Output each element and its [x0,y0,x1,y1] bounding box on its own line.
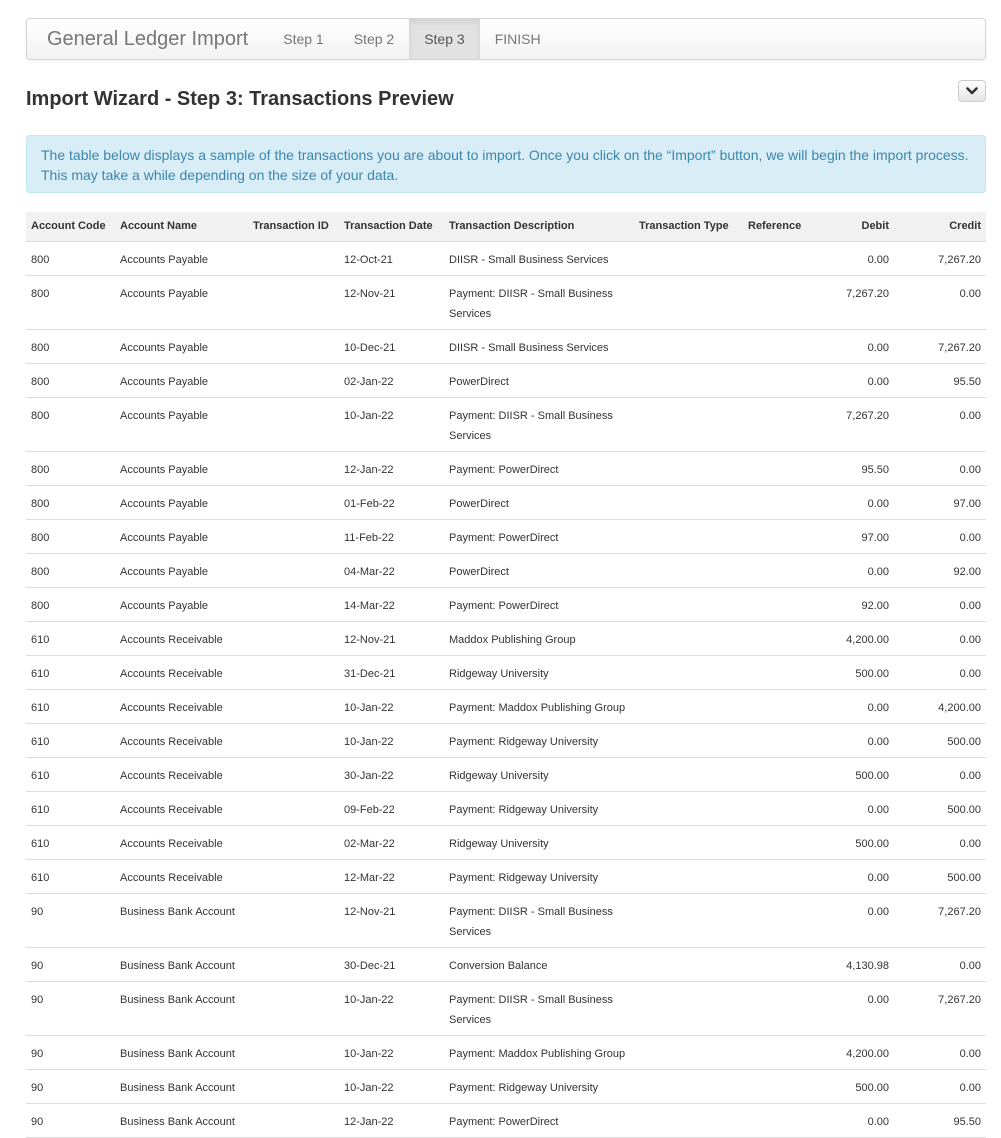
cell-transaction-description: Payment: DIISR - Small Business Services [444,893,634,947]
cell-account-name: Accounts Payable [115,519,248,553]
cell-debit: 0.00 [821,241,894,275]
table-row [26,859,986,893]
cell-account-name: Accounts Receivable [115,689,248,723]
cell-account-code: 90 [26,893,115,947]
table-row [26,241,986,275]
cell-transaction-description: Payment: PowerDirect [444,451,634,485]
cell-credit: 0.00 [894,397,986,451]
cell-account-name: Business Bank Account [115,1103,248,1137]
cell-debit: 500.00 [821,825,894,859]
cell-reference [743,981,821,1035]
cell-credit: 0.00 [894,757,986,791]
cell-debit: 0.00 [821,689,894,723]
col-transaction-type: Transaction Type [634,212,743,241]
cell-transaction-description: Ridgeway University [444,655,634,689]
cell-reference [743,587,821,621]
cell-reference [743,397,821,451]
cell-account-name: Business Bank Account [115,1069,248,1103]
cell-transaction-id [248,757,339,791]
cell-transaction-date: 12-Mar-22 [339,859,444,893]
cell-transaction-date: 10-Dec-21 [339,329,444,363]
cell-credit: 7,267.20 [894,241,986,275]
cell-account-code: 90 [26,1069,115,1103]
cell-reference [743,1035,821,1069]
cell-debit: 0.00 [821,893,894,947]
cell-transaction-description: Payment: PowerDirect [444,1103,634,1137]
cell-account-name: Accounts Receivable [115,825,248,859]
col-account-name: Account Name [115,212,248,241]
cell-reference [743,553,821,587]
cell-debit: 0.00 [821,485,894,519]
cell-transaction-date: 12-Oct-21 [339,241,444,275]
table-row [26,1035,986,1069]
cell-transaction-type [634,689,743,723]
cell-debit: 4,130.98 [821,947,894,981]
cell-reference [743,1103,821,1137]
table-row [26,397,986,451]
table-header-row [26,212,986,241]
cell-transaction-date: 14-Mar-22 [339,587,444,621]
cell-reference [743,485,821,519]
cell-reference [743,363,821,397]
table-row [26,485,986,519]
cell-account-code: 800 [26,363,115,397]
table-row [26,621,986,655]
cell-transaction-id [248,1069,339,1103]
cell-reference [743,329,821,363]
table-row [26,451,986,485]
cell-transaction-id [248,689,339,723]
cell-transaction-date: 30-Dec-21 [339,947,444,981]
cell-transaction-id [248,825,339,859]
cell-transaction-date: 02-Mar-22 [339,825,444,859]
cell-account-code: 610 [26,757,115,791]
cell-account-code: 90 [26,1103,115,1137]
cell-transaction-description: DIISR - Small Business Services [444,329,634,363]
cell-debit: 500.00 [821,655,894,689]
cell-account-code: 800 [26,397,115,451]
cell-credit: 500.00 [894,859,986,893]
cell-transaction-id [248,723,339,757]
cell-credit: 7,267.20 [894,893,986,947]
cell-account-name: Business Bank Account [115,1035,248,1069]
cell-transaction-id [248,1035,339,1069]
cell-transaction-id [248,655,339,689]
cell-transaction-id [248,485,339,519]
cell-transaction-id [248,519,339,553]
cell-account-name: Accounts Receivable [115,757,248,791]
cell-account-code: 610 [26,689,115,723]
wizard-navbar [26,18,986,60]
cell-transaction-type [634,363,743,397]
cell-debit: 7,267.20 [821,275,894,329]
cell-account-code: 800 [26,275,115,329]
cell-transaction-type [634,859,743,893]
cell-transaction-date: 11-Feb-22 [339,519,444,553]
cell-transaction-type [634,723,743,757]
table-row [26,363,986,397]
cell-account-name: Accounts Payable [115,397,248,451]
cell-account-name: Accounts Payable [115,275,248,329]
cell-account-name: Accounts Payable [115,587,248,621]
cell-reference [743,689,821,723]
cell-debit: 0.00 [821,329,894,363]
cell-transaction-id [248,451,339,485]
cell-transaction-type [634,791,743,825]
cell-transaction-type [634,1069,743,1103]
table-row [26,947,986,981]
table-row [26,553,986,587]
cell-transaction-type [634,655,743,689]
cell-debit: 7,267.20 [821,397,894,451]
cell-credit: 0.00 [894,655,986,689]
cell-debit: 0.00 [821,981,894,1035]
cell-transaction-type [634,397,743,451]
table-row [26,723,986,757]
cell-debit: 0.00 [821,859,894,893]
cell-account-code: 800 [26,241,115,275]
tab-step-1[interactable]: Step 1 [283,31,324,47]
cell-account-code: 610 [26,655,115,689]
cell-debit: 97.00 [821,519,894,553]
cell-reference [743,859,821,893]
cell-reference [743,757,821,791]
col-debit: Debit [821,212,894,241]
cell-transaction-type [634,587,743,621]
cell-account-code: 800 [26,553,115,587]
cell-transaction-type [634,1103,743,1137]
cell-transaction-date: 02-Jan-22 [339,363,444,397]
cell-transaction-date: 09-Feb-22 [339,791,444,825]
cell-account-code: 800 [26,329,115,363]
cell-transaction-description: Conversion Balance [444,947,634,981]
cell-transaction-type [634,621,743,655]
table-row [26,825,986,859]
cell-transaction-type [634,241,743,275]
cell-transaction-id [248,791,339,825]
cell-transaction-date: 12-Nov-21 [339,621,444,655]
col-transaction-date: Transaction Date [339,212,444,241]
cell-transaction-description: Payment: Ridgeway University [444,859,634,893]
cell-account-name: Accounts Receivable [115,723,248,757]
cell-credit: 0.00 [894,947,986,981]
cell-transaction-date: 10-Jan-22 [339,397,444,451]
cell-transaction-description: Payment: Ridgeway University [444,791,634,825]
cell-transaction-description: DIISR - Small Business Services [444,241,634,275]
tab-step-2[interactable]: Step 2 [353,31,395,47]
cell-transaction-type [634,893,743,947]
cell-account-code: 610 [26,723,115,757]
tab-step-3[interactable]: Step 3 [409,19,479,59]
cell-transaction-description: Payment: DIISR - Small Business Services [444,397,634,451]
cell-reference [743,241,821,275]
cell-account-code: 800 [26,451,115,485]
table-row [26,1069,986,1103]
cell-credit: 0.00 [894,1069,986,1103]
cell-credit: 0.00 [894,275,986,329]
cell-debit: 95.50 [821,451,894,485]
cell-transaction-type [634,1035,743,1069]
cell-credit: 0.00 [894,1035,986,1069]
col-transaction-id: Transaction ID [248,212,339,241]
cell-account-name: Accounts Receivable [115,791,248,825]
table-row [26,981,986,1035]
cell-account-code: 90 [26,981,115,1035]
cell-account-name: Business Bank Account [115,947,248,981]
cell-reference [743,275,821,329]
chevron-down-icon [966,86,978,96]
cell-account-name: Accounts Receivable [115,655,248,689]
cell-transaction-type [634,519,743,553]
info-alert: The table below displays a sample of the transactions you are about to import. Once you click on the “Import” button, we will begin the import process. This may take a while depending on the size of your data. [26,135,986,193]
cell-transaction-date: 12-Jan-22 [339,1103,444,1137]
cell-reference [743,825,821,859]
cell-account-code: 800 [26,519,115,553]
cell-reference [743,791,821,825]
cell-transaction-type [634,553,743,587]
cell-debit: 0.00 [821,1103,894,1137]
cell-credit: 95.50 [894,1103,986,1137]
cell-transaction-date: 10-Jan-22 [339,1035,444,1069]
cell-credit: 0.00 [894,451,986,485]
transactions-table [26,212,986,1138]
cell-transaction-type [634,485,743,519]
cell-transaction-description: Payment: Maddox Publishing Group [444,1035,634,1069]
cell-reference [743,451,821,485]
cell-account-name: Accounts Payable [115,363,248,397]
cell-transaction-id [248,553,339,587]
cell-credit: 500.00 [894,791,986,825]
cell-transaction-description: Payment: Ridgeway University [444,1069,634,1103]
cell-transaction-id [248,859,339,893]
cell-debit: 0.00 [821,791,894,825]
cell-credit: 0.00 [894,825,986,859]
cell-account-name: Accounts Receivable [115,621,248,655]
cell-transaction-id [248,363,339,397]
cell-transaction-type [634,825,743,859]
table-row [26,655,986,689]
cell-debit: 500.00 [821,757,894,791]
cell-transaction-id [248,893,339,947]
cell-transaction-date: 10-Jan-22 [339,1069,444,1103]
cell-account-code: 800 [26,485,115,519]
cell-account-name: Business Bank Account [115,893,248,947]
cell-transaction-date: 01-Feb-22 [339,485,444,519]
cell-reference [743,621,821,655]
table-row [26,329,986,363]
table-row [26,519,986,553]
cell-transaction-date: 12-Jan-22 [339,451,444,485]
cell-transaction-type [634,947,743,981]
cell-credit: 7,267.20 [894,329,986,363]
collapse-button[interactable] [958,80,986,102]
table-row [26,275,986,329]
cell-account-code: 610 [26,825,115,859]
cell-reference [743,655,821,689]
cell-transaction-id [248,1103,339,1137]
cell-transaction-date: 12-Nov-21 [339,275,444,329]
cell-transaction-date: 10-Jan-22 [339,689,444,723]
table-row [26,893,986,947]
cell-transaction-id [248,947,339,981]
cell-debit: 4,200.00 [821,621,894,655]
page-title: Import Wizard - Step 3: Transactions Preview [26,88,454,110]
cell-transaction-date: 10-Jan-22 [339,981,444,1035]
cell-transaction-date: 12-Nov-21 [339,893,444,947]
cell-transaction-description: Payment: DIISR - Small Business Services [444,981,634,1035]
tab-finish[interactable]: FINISH [494,31,541,47]
cell-transaction-description: Payment: Ridgeway University [444,723,634,757]
cell-transaction-id [248,981,339,1035]
cell-account-code: 90 [26,947,115,981]
cell-transaction-id [248,275,339,329]
brand-title[interactable]: General Ledger Import [47,27,249,50]
cell-reference [743,1069,821,1103]
cell-debit: 0.00 [821,363,894,397]
cell-account-name: Accounts Receivable [115,859,248,893]
table-row [26,587,986,621]
cell-transaction-id [248,329,339,363]
table-row [26,689,986,723]
cell-transaction-description: Payment: PowerDirect [444,587,634,621]
cell-account-code: 610 [26,859,115,893]
cell-transaction-description: Ridgeway University [444,825,634,859]
table-row [26,791,986,825]
cell-account-code: 800 [26,587,115,621]
cell-transaction-type [634,981,743,1035]
col-transaction-description: Transaction Description [444,212,634,241]
cell-debit: 0.00 [821,553,894,587]
cell-account-name: Business Bank Account [115,981,248,1035]
cell-transaction-date: 31-Dec-21 [339,655,444,689]
cell-transaction-id [248,397,339,451]
cell-transaction-description: Payment: PowerDirect [444,519,634,553]
cell-credit: 500.00 [894,723,986,757]
cell-credit: 4,200.00 [894,689,986,723]
cell-transaction-date: 30-Jan-22 [339,757,444,791]
cell-debit: 4,200.00 [821,1035,894,1069]
cell-transaction-description: PowerDirect [444,485,634,519]
col-account-code: Account Code [26,212,115,241]
cell-transaction-id [248,587,339,621]
cell-credit: 0.00 [894,519,986,553]
cell-credit: 0.00 [894,587,986,621]
cell-transaction-description: PowerDirect [444,363,634,397]
cell-transaction-id [248,621,339,655]
table-row [26,757,986,791]
cell-account-name: Accounts Payable [115,241,248,275]
cell-transaction-description: PowerDirect [444,553,634,587]
cell-debit: 92.00 [821,587,894,621]
cell-account-code: 90 [26,1035,115,1069]
cell-account-name: Accounts Payable [115,485,248,519]
cell-reference [743,519,821,553]
cell-transaction-date: 04-Mar-22 [339,553,444,587]
cell-transaction-type [634,757,743,791]
col-reference: Reference [743,212,821,241]
cell-debit: 500.00 [821,1069,894,1103]
cell-account-name: Accounts Payable [115,553,248,587]
cell-credit: 92.00 [894,553,986,587]
cell-credit: 0.00 [894,621,986,655]
cell-credit: 7,267.20 [894,981,986,1035]
cell-reference [743,893,821,947]
cell-transaction-id [248,241,339,275]
cell-account-name: Accounts Payable [115,329,248,363]
cell-transaction-type [634,451,743,485]
cell-transaction-description: Ridgeway University [444,757,634,791]
cell-reference [743,947,821,981]
cell-reference [743,723,821,757]
cell-credit: 97.00 [894,485,986,519]
cell-transaction-description: Payment: Maddox Publishing Group [444,689,634,723]
cell-debit: 0.00 [821,723,894,757]
col-credit: Credit [894,212,986,241]
cell-account-code: 610 [26,791,115,825]
cell-credit: 95.50 [894,363,986,397]
cell-account-code: 610 [26,621,115,655]
cell-transaction-date: 10-Jan-22 [339,723,444,757]
cell-transaction-type [634,329,743,363]
cell-transaction-description: Maddox Publishing Group [444,621,634,655]
table-row [26,1103,986,1137]
cell-transaction-type [634,275,743,329]
cell-transaction-description: Payment: DIISR - Small Business Services [444,275,634,329]
cell-account-name: Accounts Payable [115,451,248,485]
